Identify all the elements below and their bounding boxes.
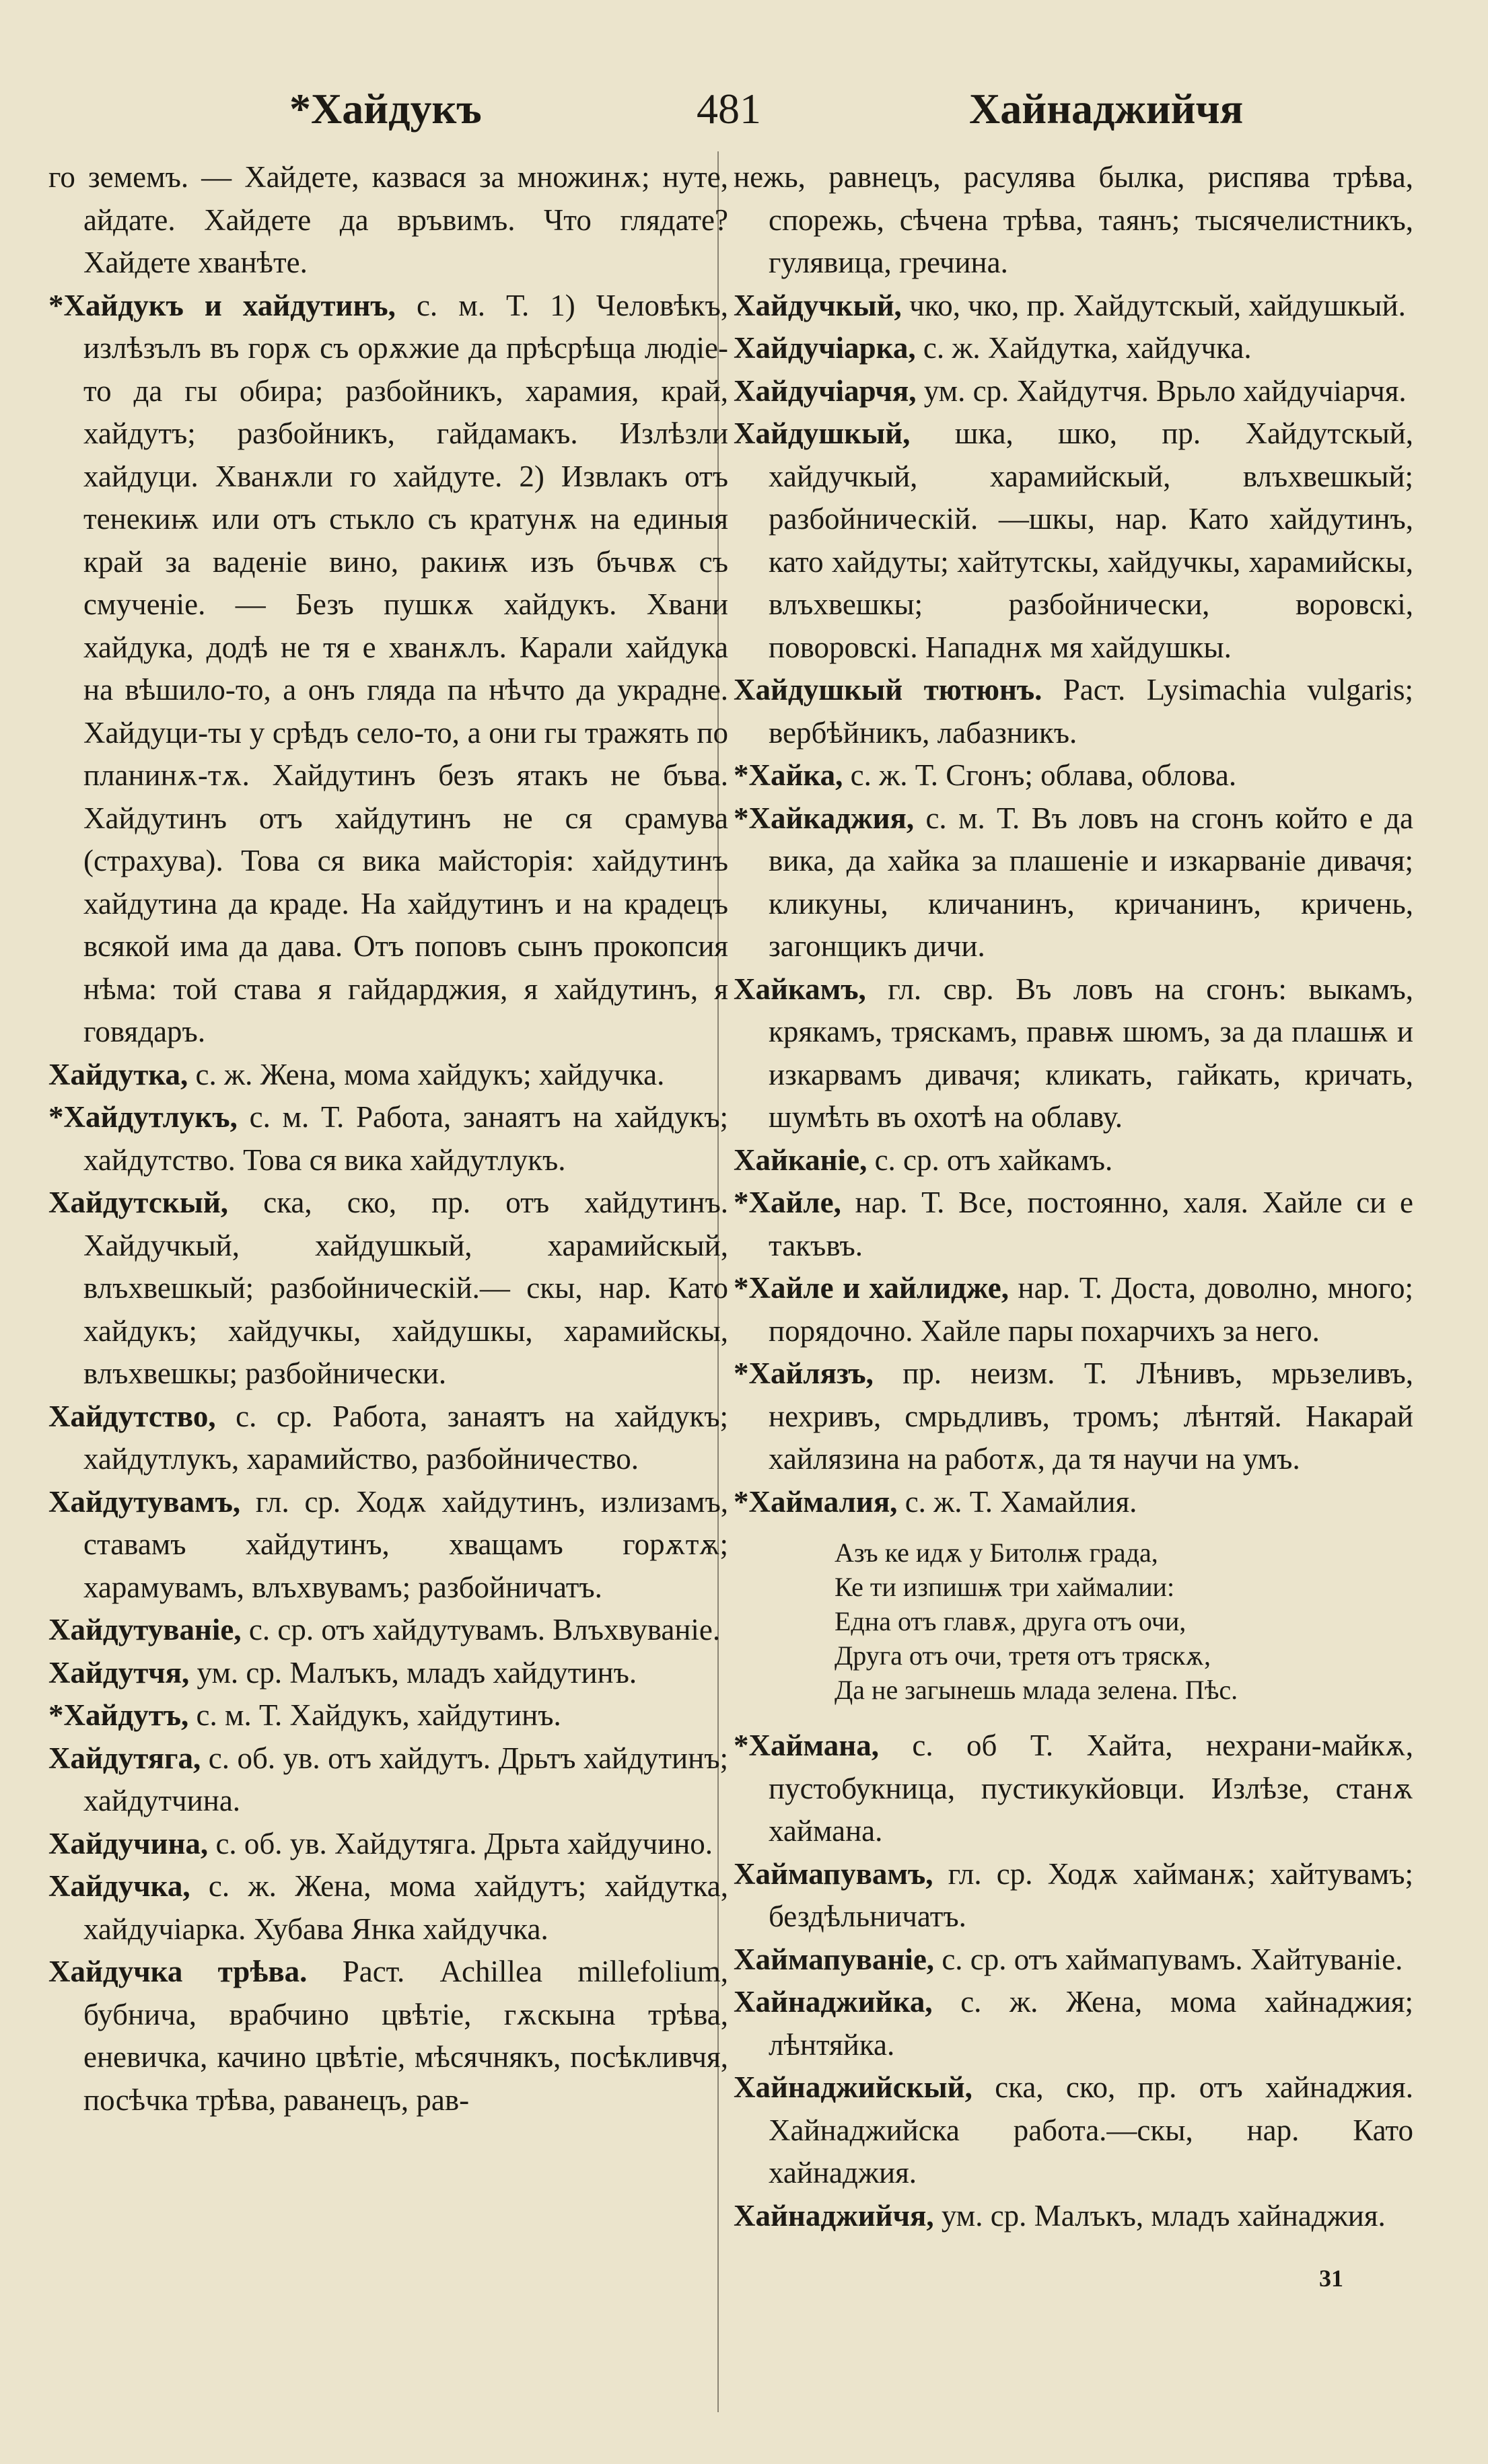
dictionary-entry bbox=[48, 1609, 728, 1652]
poem-quote bbox=[835, 1535, 1413, 1707]
entry-body: Раст. Lysimachia vulgaris; вербѣйникъ, лабазникъ. bbox=[769, 673, 1413, 750]
dictionary-entry bbox=[734, 2066, 1413, 2195]
dictionary-entry bbox=[48, 1652, 728, 1695]
headword: *Хайле, bbox=[734, 1186, 841, 1219]
entry-body: ум. ср. Малъкъ, младъ хайдутинъ. bbox=[197, 1655, 637, 1690]
header-right-word: Хайнаджийчя bbox=[969, 85, 1244, 133]
entry-body: ска, ско, пр. отъ хайнаджия. Хайнаджийска работа.—скы, нар. Като хайнаджия. bbox=[769, 2070, 1413, 2189]
headword: Хайдутка, bbox=[48, 1057, 188, 1091]
left-column bbox=[48, 156, 728, 2122]
entry-body: с. м. Т. Работа, занаятъ на хайдукъ; хайдутство. Това ся вика хайдутлукъ. bbox=[83, 1100, 728, 1177]
headword: Хайдучiарка, bbox=[734, 331, 916, 365]
signature-mark: 31 bbox=[1319, 2265, 1343, 2292]
right-column bbox=[734, 156, 1413, 2237]
dictionary-entry bbox=[48, 1096, 728, 1182]
poem-line: Ке ти изпишѭ три хаймалии: bbox=[835, 1572, 1175, 1602]
dictionary-entry bbox=[734, 412, 1413, 669]
dictionary-entry bbox=[48, 1182, 728, 1396]
headword: Хайдутство, bbox=[48, 1399, 216, 1433]
dictionary-entry bbox=[734, 1725, 1413, 1853]
entry-body: ум. ср. Малъкъ, младъ хайнаджия. bbox=[941, 2198, 1386, 2233]
entry-body: с. ср. отъ хайдутувамъ. Влъхвуванiе. bbox=[248, 1613, 721, 1646]
headword: Хайдучiарчя, bbox=[734, 373, 917, 408]
headword: Хайдутяга, bbox=[48, 1741, 201, 1775]
entry-body: гл. ср. Ходѫ хайманѫ; хайтувамъ; бездѣльничатъ. bbox=[769, 1856, 1414, 1933]
header-left-word: *Хайдукъ bbox=[289, 85, 482, 133]
entry-body: пр. неизм. Т. Лѣнивъ, мрьзеливъ, нехривъ, смрьдливъ, тромъ; лѣнтяй. Накарай хайлязина на работѫ, да тя научи на умъ. bbox=[769, 1356, 1414, 1476]
entry-body: с. ж. Жена, мома хайнаджия; лѣнтяйка. bbox=[769, 1985, 1413, 2062]
headword: *Хайкаджия, bbox=[734, 801, 915, 835]
headword: Хайдутчя, bbox=[48, 1655, 190, 1690]
dictionary-entry bbox=[734, 669, 1413, 754]
dictionary-entry bbox=[734, 968, 1413, 1139]
entry-body: с. ж. Т. Сгонъ; облава, облова. bbox=[850, 758, 1237, 792]
entry-body: с. ср. Работа, занаятъ на хайдукъ; хайдутлукъ, харамийство, разбойничество. bbox=[83, 1399, 729, 1476]
entry-body: с. ж. Жена, мома хайдукъ; хайдучка. bbox=[195, 1057, 665, 1091]
headword: *Хайдутлукъ, bbox=[48, 1100, 238, 1134]
entry-body: ска, ско, пр. отъ хайдутинъ. Хайдучкый, хайдушкый, харамийскый, влъхвешкый; разбойническiй.— скы, нар. Като хайдукъ; хайдучкы, хайдушкы, харамийскы, влъхвешкы; разбойнически. bbox=[83, 1186, 729, 1390]
dictionary-entry bbox=[734, 1481, 1413, 1524]
entry-body: гл. свр. Въ ловъ на сгонъ: выкамъ, крякамъ, тряскамъ, правѭ шюмъ, за да плашѭ и изкарвамъ дивачя; кликать, гайкать, кричать, шумѣть въ охотѣ на облаву. bbox=[769, 972, 1413, 1134]
dictionary-entry bbox=[48, 285, 728, 1054]
dictionary-entry bbox=[48, 1481, 728, 1609]
headword: Хайдутуванiе, bbox=[48, 1613, 242, 1646]
headword: *Хаймана, bbox=[734, 1729, 879, 1762]
dictionary-entry bbox=[734, 1139, 1413, 1182]
dictionary-entry bbox=[734, 285, 1413, 328]
entry-body: с. м. Т. Хайдукъ, хайдутинъ. bbox=[196, 1698, 561, 1732]
headword: Хайнаджийка, bbox=[734, 1985, 933, 2019]
dictionary-entry bbox=[48, 1737, 728, 1823]
entry-body: Раст. Achillea millefolium, бубнича, врабчино цвѣтie, гѫскына трѣва, еневичка, качино цвѣтie, мѣсячнякъ, посѣкливчя, посѣчка трѣва, раванецъ, рав- bbox=[83, 1955, 728, 2117]
dictionary-entry bbox=[48, 1823, 728, 1866]
entry-body: нар. Т. Доста, доволно, много; порядочно. Хайле пары похарчихъ за него. bbox=[769, 1271, 1413, 1348]
headword: Хайдутувамъ, bbox=[48, 1484, 241, 1519]
entry-body: с. м. Т. Въ ловъ на сгонъ който е да вика, да хайка за плашенiе и изкарванiе дивачя; кликуны, кличанинъ, кричанинъ, кричень, загонщикъ дичи. bbox=[769, 801, 1414, 963]
headword: Хайдучкый, bbox=[734, 288, 902, 322]
entry-body: с. ж. Т. Хамайлия. bbox=[905, 1484, 1137, 1519]
dictionary-entry bbox=[734, 754, 1413, 797]
dictionary-entry bbox=[734, 1267, 1413, 1352]
dictionary-entry bbox=[48, 1396, 728, 1481]
headword: *Хайдукъ и хайдутинъ, bbox=[48, 288, 396, 322]
page-number: 481 bbox=[697, 85, 761, 133]
dictionary-entry bbox=[734, 2195, 1413, 2238]
entry-body: с. об. ув. Хайдутяга. Дрьта хайдучино. bbox=[215, 1826, 713, 1860]
entry-body: гл. ср. Ходѫ хайдутинъ, излизамъ, ставамъ хайдутинъ, хващамъ горѫтѫ; харамувамъ, влъхвувамъ; разбойничатъ. bbox=[83, 1484, 728, 1604]
dictionary-entry bbox=[734, 797, 1413, 968]
entry-body: чко, чко, пр. Хайдутскый, хайдушкый. bbox=[909, 288, 1406, 322]
dictionary-entry bbox=[734, 1182, 1413, 1267]
headword: *Хайдутъ, bbox=[48, 1698, 189, 1732]
entry-body: с. об. ув. отъ хайдутъ. Дрьтъ хайдутинъ; хайдутчина. bbox=[83, 1741, 728, 1817]
entry-body: с. ср. отъ хаймапувамъ. Хайтуванiе. bbox=[942, 1942, 1403, 1976]
entry-body: с. ж. Жена, мома хайдутъ; хайдутка, хайдучiарка. Хубава Янка хайдучка. bbox=[83, 1869, 728, 1946]
dictionary-entry bbox=[48, 1951, 728, 2122]
dictionary-entry bbox=[48, 1694, 728, 1737]
headword: *Хайка, bbox=[734, 758, 843, 792]
headword: Хайканiе, bbox=[734, 1143, 867, 1177]
entry-body: с. ср. отъ хайкамъ. bbox=[874, 1143, 1113, 1177]
headword: Хайдутскый, bbox=[48, 1186, 229, 1219]
headword: Хайнаджийчя, bbox=[734, 2198, 934, 2233]
dictionary-entry bbox=[734, 1938, 1413, 1982]
entry-body: с. м. Т. 1) Человѣкъ, излѣзълъ въ горѫ съ орѫжие да прѣсрѣща людie-то да гы обира; разбойникъ, харамия, край, хайдутъ; разбойникъ, гайдамакъ. Излѣзли хайдуци. Хванѫли го хайдуте. 2) Извлакъ отъ тенекиѭ или отъ стькло съ кратунѫ на единыя край за ваденiе вино, ракиѭ изъ бъчвѫ съ смученiе. — Безъ пушкѫ хайдукъ. Хвани хайдука, додѣ не тя е хванѫлъ. Карали хайдука на вѣшило-то, а онъ гляда па нѣчто да украдне. Хайдуци-ты у срѣдъ село-то, а они гы тражять по планинѫ-тѫ. Хайдутинъ безъ ятакъ не бъва. Хайдутинъ отъ хайдутинъ не ся срамува (страхува). Това ся вика майсторiя: хайдутинъ хайдутина да краде. На хайдутинъ и на крадецъ всякой има да дава. Отъ поповъ сынъ прокопсия нѣма: той става я гайдарджия, я хайдутинъ, я говядаръ. bbox=[83, 288, 729, 1048]
dictionary-entry bbox=[734, 156, 1413, 285]
entry-body: с. об Т. Хайта, нехрани-майкѫ, пустобукница, пустикукйовци. Излѣзе, станѫ хаймана. bbox=[769, 1729, 1413, 1848]
headword: Хайдучина, bbox=[48, 1826, 209, 1860]
poem-line: Друга отъ очи, третя отъ тряскѫ, bbox=[835, 1640, 1211, 1671]
entry-body: с. ж. Хайдутка, хайдучка. bbox=[923, 331, 1252, 365]
entry-body: шка, шко, пр. Хайдутскый, хайдучкый, харамийскый, влъхвешкый; разбойническiй. —шкы, нар. Като хайдутинъ, като хайдуты; хайтутскы, хайдучкы, харамийскы, влъхвешкы; разбойнически, воровскi, поворовскi. Нападнѫ мя хайдушкы. bbox=[769, 416, 1414, 664]
dictionary-entry bbox=[734, 327, 1413, 370]
headword: Хайдушкый тютюнъ. bbox=[734, 673, 1042, 706]
entry-body: го земемъ. — Хайдете, казвася за множинѫ; нуте, айдате. Хайдете да връвимъ. Что глядате? Хайдете хванѣте. bbox=[48, 160, 728, 279]
headword: Хайдучка, bbox=[48, 1869, 190, 1903]
headword: Хайдучка трѣва. bbox=[48, 1955, 308, 1988]
dictionary-entry bbox=[734, 1853, 1413, 1938]
headword: Хайдушкый, bbox=[734, 416, 911, 450]
entry-body: нар. Т. Все, постоянно, халя. Хайле си е такъвъ. bbox=[769, 1186, 1413, 1262]
dictionary-entry bbox=[734, 1981, 1413, 2066]
dictionary-entry bbox=[48, 1054, 728, 1097]
headword: Хаймапуванiе, bbox=[734, 1942, 935, 1976]
poem-line: Една отъ главѫ, друга отъ очи, bbox=[835, 1606, 1186, 1636]
dictionary-entry bbox=[734, 370, 1413, 413]
page-header bbox=[0, 0, 1488, 168]
entry-body: ум. ср. Хайдутчя. Врьло хайдучiарчя. bbox=[923, 373, 1407, 408]
headword: *Хаймалия, bbox=[734, 1484, 898, 1519]
dictionary-entry bbox=[48, 156, 728, 285]
headword: Хаймапувамъ, bbox=[734, 1856, 933, 1891]
poem-line: Да не загынешь млада зелена. Пѣс. bbox=[835, 1675, 1238, 1705]
dictionary-entry bbox=[48, 1865, 728, 1951]
headword: *Хайле и хайлидже, bbox=[734, 1271, 1009, 1305]
headword: *Хайлязъ, bbox=[734, 1356, 874, 1390]
headword: Хайкамъ, bbox=[734, 972, 866, 1006]
poem-line: Азъ ке идѫ у Битолѭ града, bbox=[835, 1537, 1158, 1568]
headword: Хайнаджийскый, bbox=[734, 2070, 972, 2104]
dictionary-entry bbox=[734, 1352, 1413, 1481]
entry-body: нежь, равнецъ, расулява былка, риспява трѣва, спорежь, сѣчена трѣва, таянъ; тысячелистникъ, гулявица, гречина. bbox=[734, 160, 1413, 279]
